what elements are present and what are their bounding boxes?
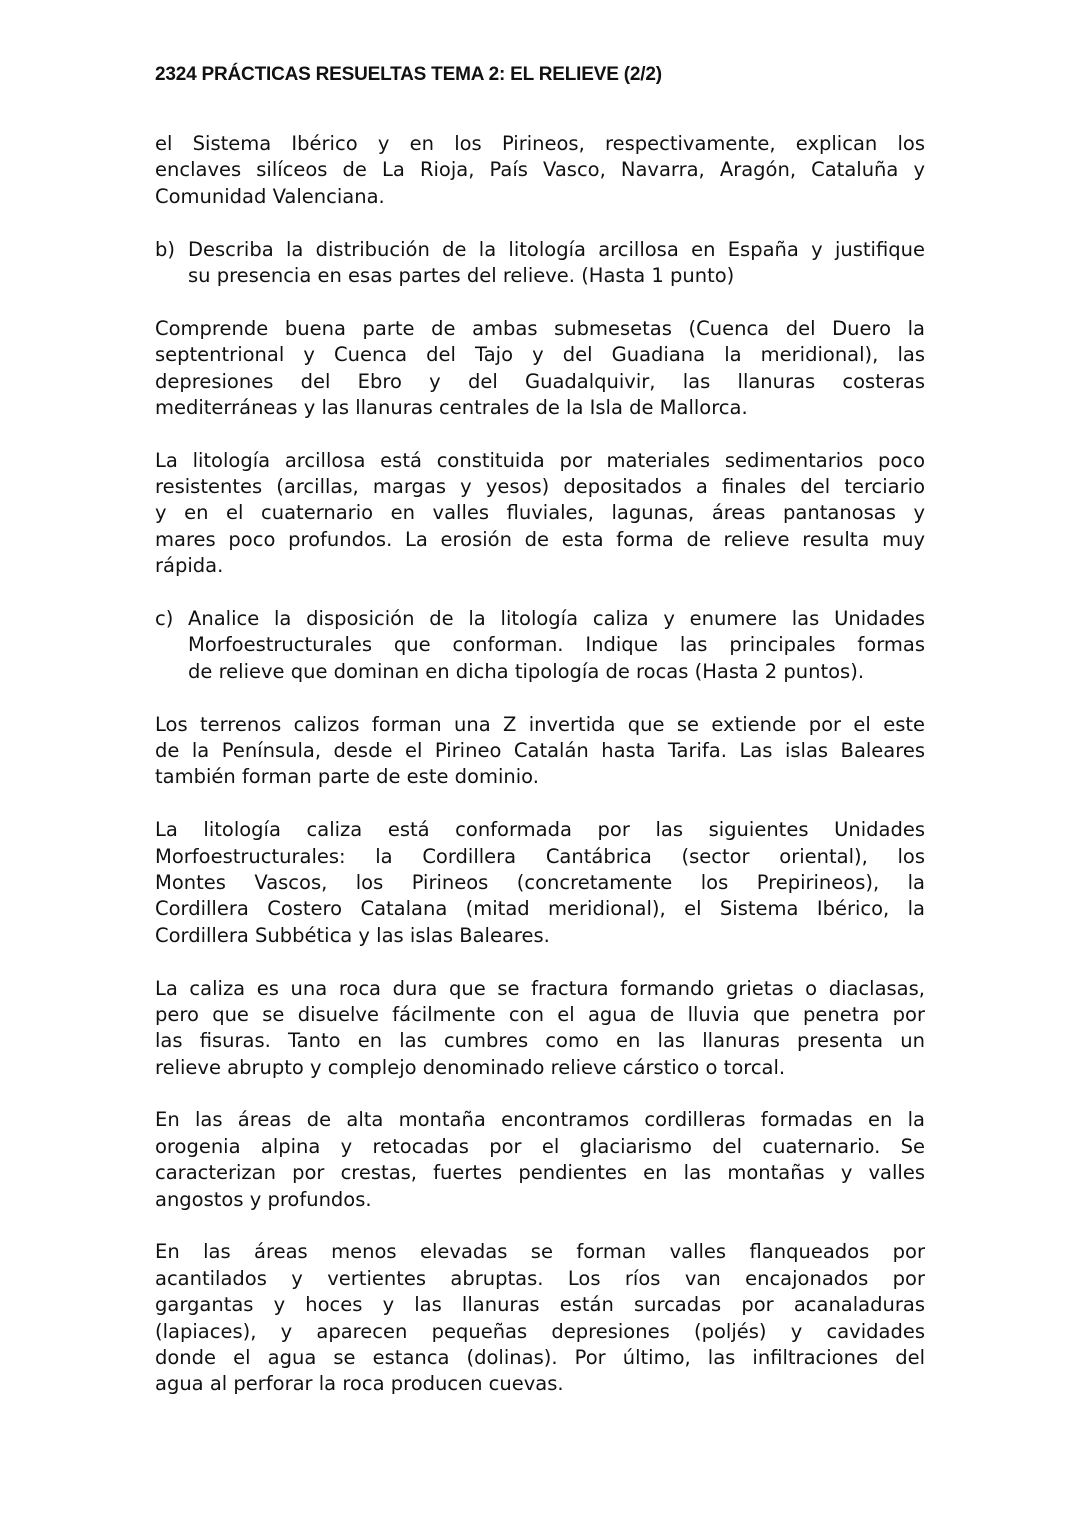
paragraph [155,817,925,949]
text-line: también forman parte de este dominio. [155,765,539,789]
text-line: de la Península, desde el Pirineo Catalán hasta Tarifa. Las islas Baleares [155,738,925,762]
list-marker: b) [155,237,175,261]
text-line: Analice la disposición de la litología caliza y enumere las Unidades [188,607,925,631]
question-item [155,237,925,290]
text-line: Morfoestructurales: la Cordillera Cantábrica (sector oriental), los [155,844,925,868]
text-line: depresiones del Ebro y del Guadalquivir, las llanuras costeras [155,369,925,393]
page-header: 2324 PRÁCTICAS RESUELTAS TEMA 2: EL RELIEVE (2/2) [155,64,662,85]
text-line: Los terrenos calizos forman una Z invertida que se extiende por el este [155,712,925,736]
text-line: caracterizan por crestas, fuertes pendientes en las montañas y valles [155,1161,925,1185]
paragraph [155,448,925,580]
paragraph [155,1239,925,1397]
text-line: el Sistema Ibérico y en los Pirineos, respectivamente, explican los [155,132,925,155]
text-line: pero que se disuelve fácilmente con el agua de lluvia que penetra por [155,1002,925,1026]
text-line: rápida. [155,554,224,578]
list-marker: c) [155,607,174,631]
question-item [155,606,925,685]
text-line: mares poco profundos. La erosión de esta forma de relieve resulta muy [155,527,925,551]
text-line: enclaves silíceos de La Rioja, País Vasco, Navarra, Aragón, Cataluña y [155,158,925,182]
text-line: Cordillera Costero Catalana (mitad meridional), el Sistema Ibérico, la [155,897,925,921]
text-line: septentrional y Cuenca del Tajo y del Guadiana la meridional), las [155,343,925,367]
text-line: La litología arcillosa está constituida por materiales sedimentarios poco [155,448,925,472]
paragraph [155,131,925,210]
paragraph [155,712,925,791]
text-line: y en el cuaternario en valles fluviales, lagunas, áreas pantanosas y [155,501,925,525]
text-line: (lapiaces), y aparecen pequeñas depresiones (poljés) y cavidades [155,1319,925,1343]
text-line: agua al perforar la roca producen cuevas. [155,1372,564,1396]
text-line: de relieve que dominan en dicha tipología de rocas (Hasta 2 puntos). [188,659,865,683]
text-line: su presencia en esas partes del relieve. (Hasta 1 punto) [188,263,735,287]
paragraph [155,976,925,1082]
text-line: Montes Vascos, los Pirineos (concretamente los Prepirineos), la [155,870,925,894]
text-line: resistentes (arcillas, margas y yesos) depositados a finales del terciario [155,475,925,499]
text-line: mediterráneas y las llanuras centrales de la Isla de Mallorca. [155,395,748,419]
paragraph [155,1107,925,1213]
text-line: gargantas y hoces y las llanuras están surcadas por acanaladuras [155,1293,925,1317]
text-line: La caliza es una roca dura que se fractura formando grietas o diaclasas, [155,976,925,1000]
document-body [155,131,925,1424]
text-line: relieve abrupto y complejo denominado relieve cárstico o torcal. [155,1055,786,1079]
text-line: acantilados y vertientes abruptas. Los ríos van encajonados por [155,1266,925,1290]
text-line: En las áreas de alta montaña encontramos cordilleras formadas en la [155,1108,925,1132]
text-line: Cordillera Subbética y las islas Baleares. [155,923,550,947]
text-line: angostos y profundos. [155,1187,372,1211]
text-line: Morfoestructurales que conforman. Indique las principales formas [188,633,925,657]
text-line: las fisuras. Tanto en las cumbres como en las llanuras presenta un [155,1029,925,1053]
text-line: En las áreas menos elevadas se forman valles flanqueados por [155,1240,925,1264]
text-line: Comprende buena parte de ambas submesetas (Cuenca del Duero la [155,316,925,340]
text-line: donde el agua se estanca (dolinas). Por último, las infiltraciones del [155,1345,925,1369]
text-line: La litología caliza está conformada por las siguientes Unidades [155,818,925,842]
text-line: orogenia alpina y retocadas por el glaciarismo del cuaternario. Se [155,1134,925,1158]
paragraph [155,316,925,422]
text-line: Comunidad Valenciana. [155,184,385,208]
text-line: Describa la distribución de la litología arcillosa en España y justifique [188,237,925,261]
